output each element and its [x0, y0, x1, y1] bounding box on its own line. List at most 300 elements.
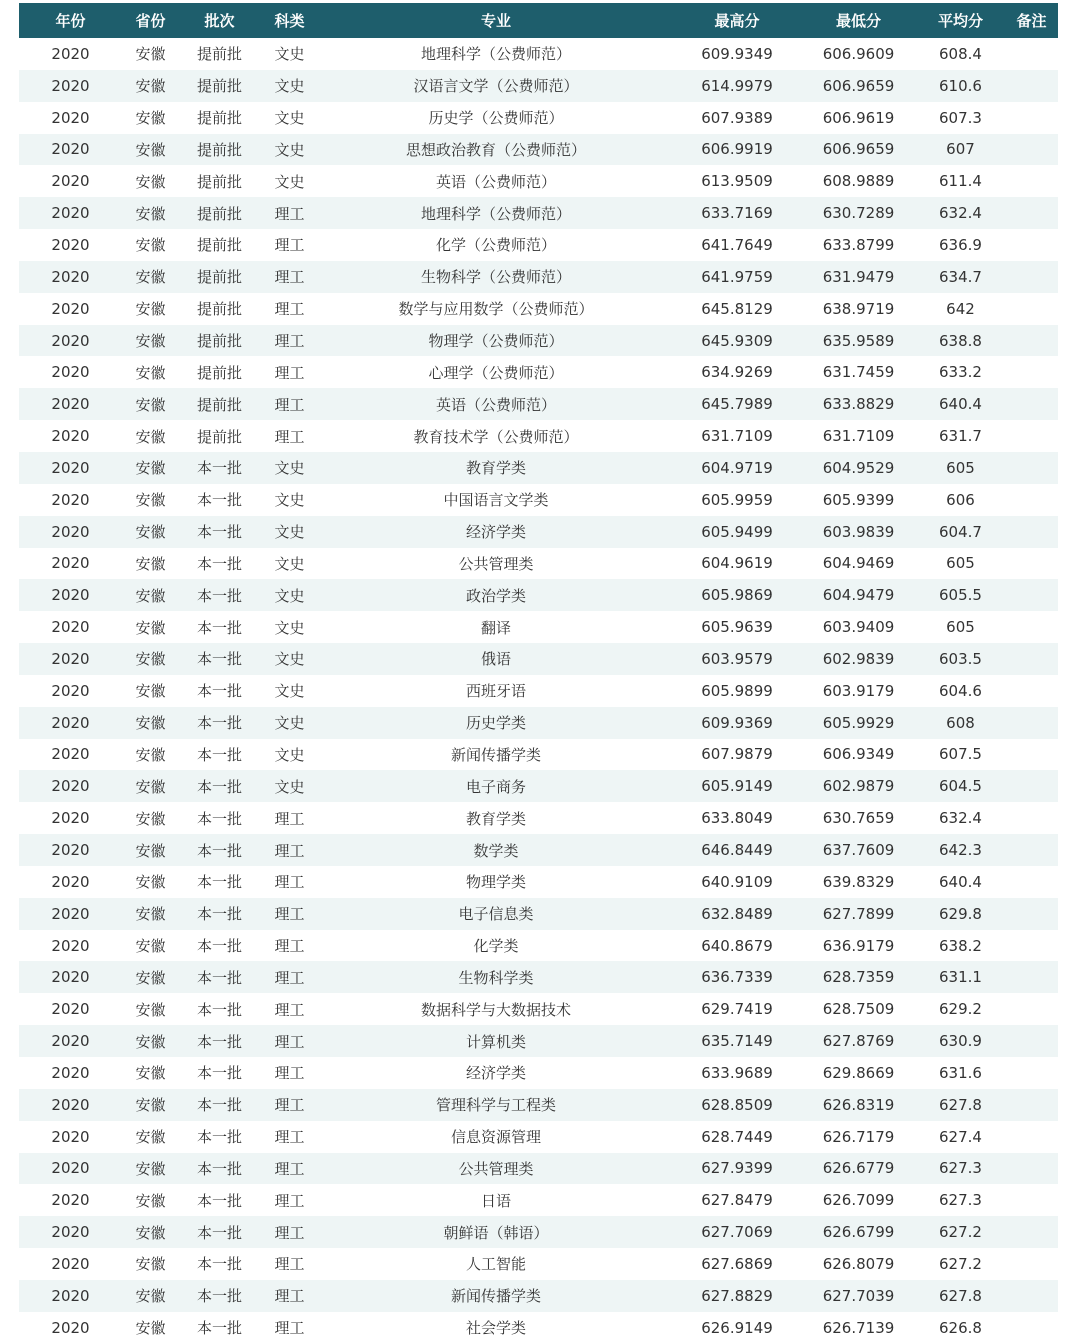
year-cell: 2020 — [19, 293, 122, 325]
year-cell: 2020 — [19, 548, 122, 580]
category-cell: 理工 — [260, 1184, 319, 1216]
batch-cell: 本一批 — [179, 611, 260, 643]
header-province: 省份 — [122, 3, 179, 38]
avg-score-cell: 627.4 — [916, 1121, 1005, 1153]
table-row — [19, 70, 1058, 102]
avg-score-cell: 632.4 — [916, 802, 1005, 834]
max-score-cell: 614.9979 — [673, 70, 801, 102]
remarks-cell — [1005, 675, 1058, 707]
major-cell: 思想政治教育（公费师范） — [319, 134, 673, 166]
remarks-cell — [1005, 834, 1058, 866]
max-score-cell: 645.9309 — [673, 325, 801, 357]
avg-score-cell: 604.6 — [916, 675, 1005, 707]
province-cell: 安徽 — [122, 293, 179, 325]
batch-cell: 本一批 — [179, 1089, 260, 1121]
category-cell: 理工 — [260, 261, 319, 293]
province-cell: 安徽 — [122, 898, 179, 930]
major-cell: 物理学类 — [319, 866, 673, 898]
min-score-cell: 606.9619 — [801, 102, 916, 134]
batch-cell: 本一批 — [179, 961, 260, 993]
category-cell: 理工 — [260, 1280, 319, 1312]
header-major: 专业 — [319, 3, 673, 38]
remarks-cell — [1005, 548, 1058, 580]
batch-cell: 本一批 — [179, 1184, 260, 1216]
major-cell: 历史学（公费师范） — [319, 102, 673, 134]
table-row — [19, 1057, 1058, 1089]
avg-score-cell: 630.9 — [916, 1025, 1005, 1057]
max-score-cell: 607.9389 — [673, 102, 801, 134]
min-score-cell: 606.9659 — [801, 70, 916, 102]
batch-cell: 本一批 — [179, 993, 260, 1025]
min-score-cell: 631.7109 — [801, 420, 916, 452]
avg-score-cell: 642 — [916, 293, 1005, 325]
category-cell: 理工 — [260, 1248, 319, 1280]
province-cell: 安徽 — [122, 834, 179, 866]
max-score-cell: 640.9109 — [673, 866, 801, 898]
category-cell: 理工 — [260, 1025, 319, 1057]
year-cell: 2020 — [19, 261, 122, 293]
major-cell: 社会学类 — [319, 1312, 673, 1344]
major-cell: 教育学类 — [319, 802, 673, 834]
category-cell: 理工 — [260, 930, 319, 962]
major-cell: 管理科学与工程类 — [319, 1089, 673, 1121]
major-cell: 地理科学（公费师范） — [319, 197, 673, 229]
major-cell: 数据科学与大数据技术 — [319, 993, 673, 1025]
province-cell: 安徽 — [122, 548, 179, 580]
table-row — [19, 1121, 1058, 1153]
table-row — [19, 611, 1058, 643]
max-score-cell: 628.7449 — [673, 1121, 801, 1153]
table-row — [19, 38, 1058, 70]
major-cell: 英语（公费师范） — [319, 165, 673, 197]
table-row — [19, 102, 1058, 134]
avg-score-cell: 629.2 — [916, 993, 1005, 1025]
min-score-cell: 604.9529 — [801, 452, 916, 484]
year-cell: 2020 — [19, 516, 122, 548]
category-cell: 理工 — [260, 356, 319, 388]
remarks-cell — [1005, 356, 1058, 388]
year-cell: 2020 — [19, 1216, 122, 1248]
min-score-cell: 602.9839 — [801, 643, 916, 675]
remarks-cell — [1005, 739, 1058, 771]
min-score-cell: 630.7289 — [801, 197, 916, 229]
max-score-cell: 629.7419 — [673, 993, 801, 1025]
category-cell: 理工 — [260, 388, 319, 420]
avg-score-cell: 604.7 — [916, 516, 1005, 548]
avg-score-cell: 605 — [916, 452, 1005, 484]
year-cell: 2020 — [19, 420, 122, 452]
table-header-row — [19, 3, 1058, 38]
batch-cell: 本一批 — [179, 866, 260, 898]
min-score-cell: 608.9889 — [801, 165, 916, 197]
max-score-cell: 627.7069 — [673, 1216, 801, 1248]
max-score-cell: 645.7989 — [673, 388, 801, 420]
year-cell: 2020 — [19, 1089, 122, 1121]
batch-cell: 本一批 — [179, 1216, 260, 1248]
category-cell: 理工 — [260, 229, 319, 261]
major-cell: 政治学类 — [319, 579, 673, 611]
min-score-cell: 626.6799 — [801, 1216, 916, 1248]
remarks-cell — [1005, 1248, 1058, 1280]
min-score-cell: 627.8769 — [801, 1025, 916, 1057]
avg-score-cell: 634.7 — [916, 261, 1005, 293]
avg-score-cell: 627.3 — [916, 1184, 1005, 1216]
min-score-cell: 606.9659 — [801, 134, 916, 166]
year-cell: 2020 — [19, 229, 122, 261]
year-cell: 2020 — [19, 1057, 122, 1089]
year-cell: 2020 — [19, 1025, 122, 1057]
table-row — [19, 420, 1058, 452]
remarks-cell — [1005, 293, 1058, 325]
remarks-cell — [1005, 38, 1058, 70]
remarks-cell — [1005, 579, 1058, 611]
avg-score-cell: 607.5 — [916, 739, 1005, 771]
category-cell: 理工 — [260, 802, 319, 834]
table-row — [19, 452, 1058, 484]
batch-cell: 本一批 — [179, 802, 260, 834]
avg-score-cell: 631.1 — [916, 961, 1005, 993]
category-cell: 理工 — [260, 1216, 319, 1248]
remarks-cell — [1005, 70, 1058, 102]
category-cell: 文史 — [260, 516, 319, 548]
batch-cell: 本一批 — [179, 834, 260, 866]
remarks-cell — [1005, 1216, 1058, 1248]
major-cell: 公共管理类 — [319, 548, 673, 580]
year-cell: 2020 — [19, 675, 122, 707]
remarks-cell — [1005, 770, 1058, 802]
major-cell: 人工智能 — [319, 1248, 673, 1280]
max-score-cell: 632.8489 — [673, 898, 801, 930]
category-cell: 理工 — [260, 1089, 319, 1121]
year-cell: 2020 — [19, 325, 122, 357]
year-cell: 2020 — [19, 961, 122, 993]
table-row — [19, 834, 1058, 866]
min-score-cell: 628.7359 — [801, 961, 916, 993]
batch-cell: 提前批 — [179, 325, 260, 357]
max-score-cell: 627.6869 — [673, 1248, 801, 1280]
table-row — [19, 484, 1058, 516]
batch-cell: 本一批 — [179, 675, 260, 707]
remarks-cell — [1005, 388, 1058, 420]
year-cell: 2020 — [19, 165, 122, 197]
province-cell: 安徽 — [122, 1312, 179, 1344]
major-cell: 教育技术学（公费师范） — [319, 420, 673, 452]
max-score-cell: 646.8449 — [673, 834, 801, 866]
year-cell: 2020 — [19, 866, 122, 898]
table-row — [19, 1184, 1058, 1216]
batch-cell: 本一批 — [179, 739, 260, 771]
remarks-cell — [1005, 643, 1058, 675]
major-cell: 汉语言文学（公费师范） — [319, 70, 673, 102]
major-cell: 化学类 — [319, 930, 673, 962]
avg-score-cell: 611.4 — [916, 165, 1005, 197]
province-cell: 安徽 — [122, 961, 179, 993]
table-row — [19, 516, 1058, 548]
batch-cell: 本一批 — [179, 898, 260, 930]
min-score-cell: 626.6779 — [801, 1153, 916, 1185]
remarks-cell — [1005, 802, 1058, 834]
category-cell: 文史 — [260, 70, 319, 102]
avg-score-cell: 607 — [916, 134, 1005, 166]
province-cell: 安徽 — [122, 261, 179, 293]
remarks-cell — [1005, 961, 1058, 993]
major-cell: 中国语言文学类 — [319, 484, 673, 516]
province-cell: 安徽 — [122, 930, 179, 962]
remarks-cell — [1005, 930, 1058, 962]
province-cell: 安徽 — [122, 1184, 179, 1216]
year-cell: 2020 — [19, 1184, 122, 1216]
batch-cell: 本一批 — [179, 1312, 260, 1344]
remarks-cell — [1005, 1153, 1058, 1185]
max-score-cell: 605.9639 — [673, 611, 801, 643]
avg-score-cell: 627.2 — [916, 1248, 1005, 1280]
year-cell: 2020 — [19, 102, 122, 134]
province-cell: 安徽 — [122, 325, 179, 357]
category-cell: 文史 — [260, 452, 319, 484]
table-body — [19, 38, 1058, 1344]
major-cell: 历史学类 — [319, 707, 673, 739]
province-cell: 安徽 — [122, 739, 179, 771]
avg-score-cell: 605.5 — [916, 579, 1005, 611]
min-score-cell: 631.7459 — [801, 356, 916, 388]
province-cell: 安徽 — [122, 707, 179, 739]
max-score-cell: 627.8829 — [673, 1280, 801, 1312]
year-cell: 2020 — [19, 197, 122, 229]
header-batch: 批次 — [179, 3, 260, 38]
batch-cell: 提前批 — [179, 229, 260, 261]
table-row — [19, 1153, 1058, 1185]
category-cell: 理工 — [260, 1312, 319, 1344]
max-score-cell: 609.9369 — [673, 707, 801, 739]
max-score-cell: 605.9869 — [673, 579, 801, 611]
min-score-cell: 605.9929 — [801, 707, 916, 739]
batch-cell: 本一批 — [179, 579, 260, 611]
category-cell: 文史 — [260, 165, 319, 197]
max-score-cell: 633.8049 — [673, 802, 801, 834]
batch-cell: 本一批 — [179, 1025, 260, 1057]
remarks-cell — [1005, 102, 1058, 134]
batch-cell: 提前批 — [179, 293, 260, 325]
table-row — [19, 548, 1058, 580]
category-cell: 理工 — [260, 993, 319, 1025]
batch-cell: 本一批 — [179, 548, 260, 580]
min-score-cell: 639.8329 — [801, 866, 916, 898]
major-cell: 经济学类 — [319, 1057, 673, 1089]
year-cell: 2020 — [19, 1248, 122, 1280]
year-cell: 2020 — [19, 38, 122, 70]
table-row — [19, 325, 1058, 357]
table-row — [19, 388, 1058, 420]
major-cell: 西班牙语 — [319, 675, 673, 707]
table-row — [19, 993, 1058, 1025]
avg-score-cell: 608.4 — [916, 38, 1005, 70]
table-row — [19, 134, 1058, 166]
major-cell: 英语（公费师范） — [319, 388, 673, 420]
category-cell: 文史 — [260, 770, 319, 802]
avg-score-cell: 636.9 — [916, 229, 1005, 261]
min-score-cell: 626.8319 — [801, 1089, 916, 1121]
major-cell: 俄语 — [319, 643, 673, 675]
year-cell: 2020 — [19, 134, 122, 166]
remarks-cell — [1005, 898, 1058, 930]
major-cell: 化学（公费师范） — [319, 229, 673, 261]
year-cell: 2020 — [19, 802, 122, 834]
remarks-cell — [1005, 261, 1058, 293]
batch-cell: 提前批 — [179, 420, 260, 452]
year-cell: 2020 — [19, 930, 122, 962]
province-cell: 安徽 — [122, 102, 179, 134]
batch-cell: 本一批 — [179, 930, 260, 962]
province-cell: 安徽 — [122, 643, 179, 675]
table-row — [19, 1089, 1058, 1121]
province-cell: 安徽 — [122, 484, 179, 516]
max-score-cell: 604.9619 — [673, 548, 801, 580]
province-cell: 安徽 — [122, 1057, 179, 1089]
category-cell: 理工 — [260, 293, 319, 325]
table-row — [19, 356, 1058, 388]
remarks-cell — [1005, 1057, 1058, 1089]
year-cell: 2020 — [19, 770, 122, 802]
remarks-cell — [1005, 197, 1058, 229]
table-row — [19, 579, 1058, 611]
avg-score-cell: 640.4 — [916, 388, 1005, 420]
min-score-cell: 602.9879 — [801, 770, 916, 802]
min-score-cell: 626.7179 — [801, 1121, 916, 1153]
major-cell: 数学类 — [319, 834, 673, 866]
major-cell: 物理学（公费师范） — [319, 325, 673, 357]
avg-score-cell: 642.3 — [916, 834, 1005, 866]
year-cell: 2020 — [19, 739, 122, 771]
batch-cell: 提前批 — [179, 197, 260, 229]
major-cell: 朝鲜语（韩语） — [319, 1216, 673, 1248]
min-score-cell: 630.7659 — [801, 802, 916, 834]
min-score-cell: 604.9479 — [801, 579, 916, 611]
batch-cell: 提前批 — [179, 70, 260, 102]
remarks-cell — [1005, 516, 1058, 548]
avg-score-cell: 629.8 — [916, 898, 1005, 930]
remarks-cell — [1005, 165, 1058, 197]
major-cell: 生物科学（公费师范） — [319, 261, 673, 293]
remarks-cell — [1005, 1312, 1058, 1344]
major-cell: 地理科学（公费师范） — [319, 38, 673, 70]
category-cell: 文史 — [260, 675, 319, 707]
province-cell: 安徽 — [122, 579, 179, 611]
avg-score-cell: 627.3 — [916, 1153, 1005, 1185]
avg-score-cell: 608 — [916, 707, 1005, 739]
batch-cell: 提前批 — [179, 102, 260, 134]
major-cell: 新闻传播学类 — [319, 739, 673, 771]
remarks-cell — [1005, 1121, 1058, 1153]
remarks-cell — [1005, 993, 1058, 1025]
province-cell: 安徽 — [122, 802, 179, 834]
batch-cell: 提前批 — [179, 388, 260, 420]
category-cell: 文史 — [260, 548, 319, 580]
year-cell: 2020 — [19, 1312, 122, 1344]
year-cell: 2020 — [19, 1153, 122, 1185]
year-cell: 2020 — [19, 611, 122, 643]
table-row — [19, 707, 1058, 739]
major-cell: 公共管理类 — [319, 1153, 673, 1185]
avg-score-cell: 633.2 — [916, 356, 1005, 388]
max-score-cell: 605.9149 — [673, 770, 801, 802]
table-row — [19, 930, 1058, 962]
min-score-cell: 627.7899 — [801, 898, 916, 930]
province-cell: 安徽 — [122, 770, 179, 802]
category-cell: 文史 — [260, 102, 319, 134]
province-cell: 安徽 — [122, 452, 179, 484]
avg-score-cell: 632.4 — [916, 197, 1005, 229]
max-score-cell: 604.9719 — [673, 452, 801, 484]
max-score-cell: 626.9149 — [673, 1312, 801, 1344]
header-category: 科类 — [260, 3, 319, 38]
table-row — [19, 293, 1058, 325]
min-score-cell: 626.7099 — [801, 1184, 916, 1216]
year-cell: 2020 — [19, 356, 122, 388]
batch-cell: 本一批 — [179, 707, 260, 739]
avg-score-cell: 631.6 — [916, 1057, 1005, 1089]
province-cell: 安徽 — [122, 356, 179, 388]
category-cell: 理工 — [260, 1057, 319, 1089]
year-cell: 2020 — [19, 643, 122, 675]
year-cell: 2020 — [19, 452, 122, 484]
remarks-cell — [1005, 1025, 1058, 1057]
max-score-cell: 607.9879 — [673, 739, 801, 771]
remarks-cell — [1005, 134, 1058, 166]
province-cell: 安徽 — [122, 866, 179, 898]
batch-cell: 提前批 — [179, 165, 260, 197]
table-row — [19, 1216, 1058, 1248]
category-cell: 文史 — [260, 739, 319, 771]
province-cell: 安徽 — [122, 1280, 179, 1312]
major-cell: 经济学类 — [319, 516, 673, 548]
year-cell: 2020 — [19, 707, 122, 739]
year-cell: 2020 — [19, 1280, 122, 1312]
batch-cell: 本一批 — [179, 770, 260, 802]
avg-score-cell: 638.2 — [916, 930, 1005, 962]
province-cell: 安徽 — [122, 675, 179, 707]
max-score-cell: 613.9509 — [673, 165, 801, 197]
batch-cell: 本一批 — [179, 516, 260, 548]
min-score-cell: 637.7609 — [801, 834, 916, 866]
remarks-cell — [1005, 452, 1058, 484]
remarks-cell — [1005, 325, 1058, 357]
province-cell: 安徽 — [122, 420, 179, 452]
table-row — [19, 229, 1058, 261]
table-row — [19, 802, 1058, 834]
max-score-cell: 635.7149 — [673, 1025, 801, 1057]
year-cell: 2020 — [19, 579, 122, 611]
province-cell: 安徽 — [122, 1089, 179, 1121]
avg-score-cell: 627.2 — [916, 1216, 1005, 1248]
province-cell: 安徽 — [122, 1025, 179, 1057]
province-cell: 安徽 — [122, 229, 179, 261]
max-score-cell: 627.8479 — [673, 1184, 801, 1216]
table-row — [19, 898, 1058, 930]
major-cell: 心理学（公费师范） — [319, 356, 673, 388]
min-score-cell: 627.7039 — [801, 1280, 916, 1312]
major-cell: 生物科学类 — [319, 961, 673, 993]
min-score-cell: 631.9479 — [801, 261, 916, 293]
major-cell: 电子商务 — [319, 770, 673, 802]
table-row — [19, 197, 1058, 229]
province-cell: 安徽 — [122, 1153, 179, 1185]
min-score-cell: 626.8079 — [801, 1248, 916, 1280]
min-score-cell: 604.9469 — [801, 548, 916, 580]
batch-cell: 本一批 — [179, 1280, 260, 1312]
province-cell: 安徽 — [122, 134, 179, 166]
province-cell: 安徽 — [122, 165, 179, 197]
batch-cell: 本一批 — [179, 643, 260, 675]
